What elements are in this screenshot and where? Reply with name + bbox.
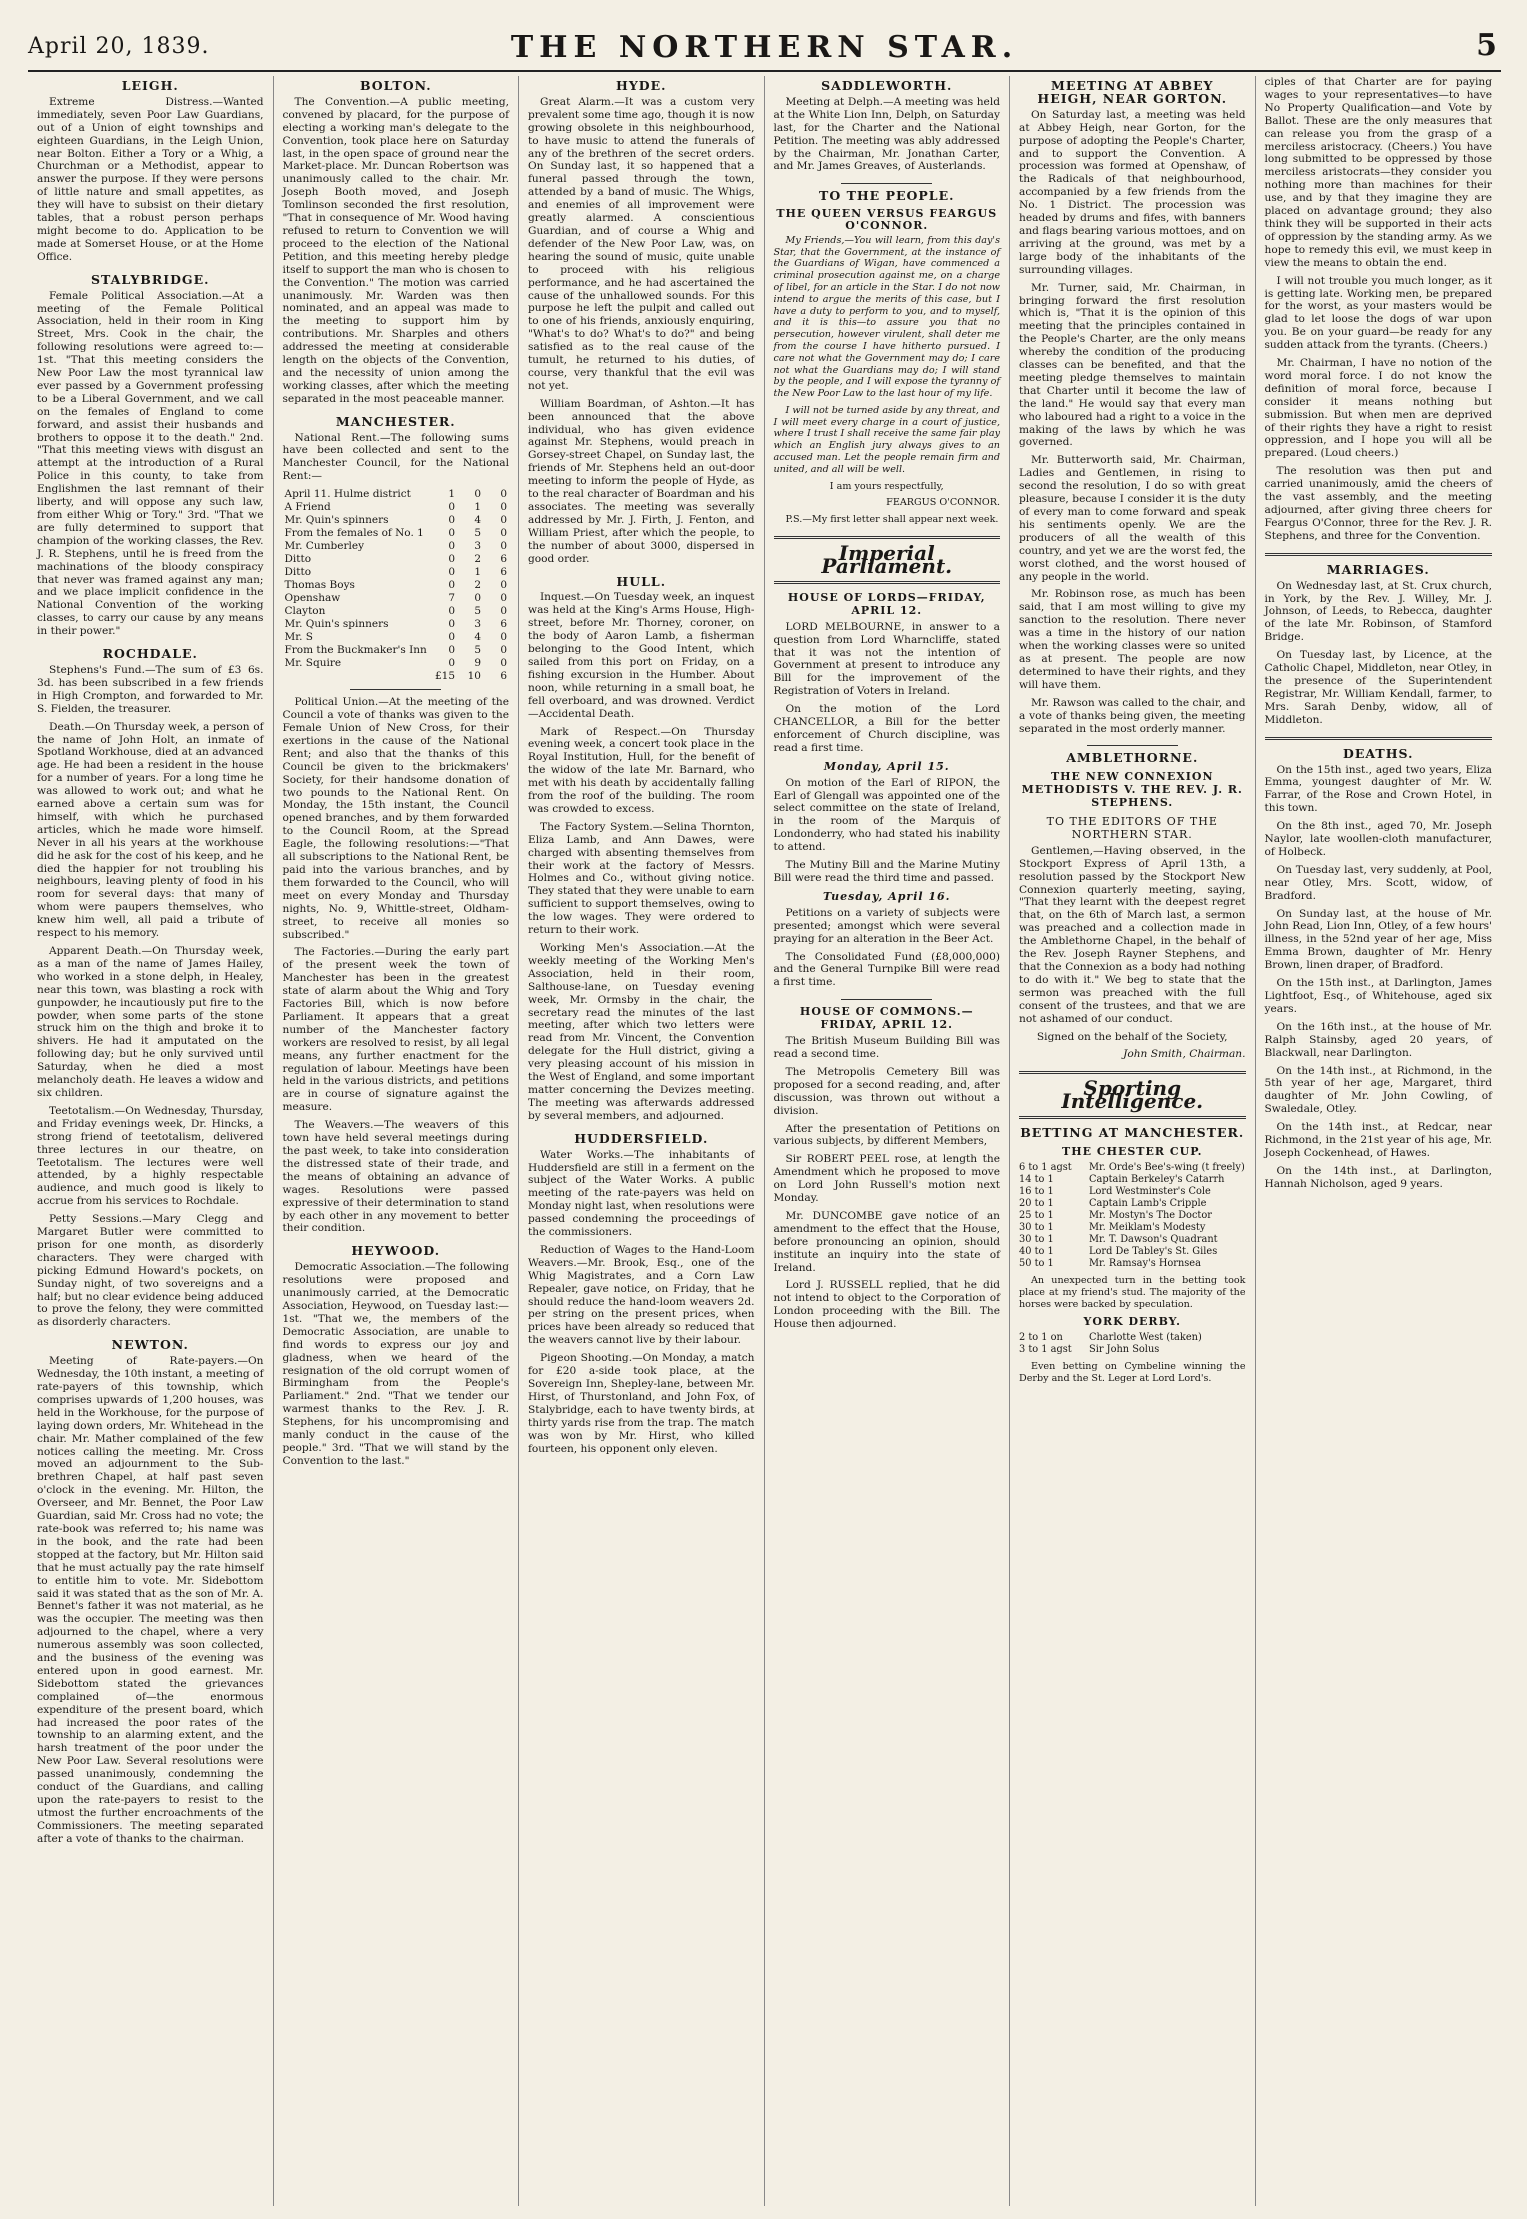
article-paragraph: Petty Sessions.—Mary Clegg and Margaret Butler were committed to prison for one month, as disorderly characters. They were charged with picking Edmund Howard's pockets, on Sunday night, of two sovereigns and a half; but no clear evidence being adduced to prove the felony, they were committed as disorderly characters. <box>37 1213 264 1329</box>
table-row <box>283 501 510 514</box>
table-cell-amount: 0 <box>448 605 455 618</box>
article-paragraph: The Factory System.—Selina Thornton, Eliza Lamb, and Ann Dawes, were charged with absenting themselves from their work at the factory of Messrs. Holmes and Co., without giving notice. They stated that they were unable to earn sufficient to support themselves, owing to the low wages. They were ordered to return to their work. <box>528 820 755 937</box>
betting-horse: Mr. Orde's Bee's-wing (t freely) <box>1089 1161 1245 1173</box>
table-cell-label: Mr. Cumberley <box>284 540 365 553</box>
article-bolton <box>283 80 510 406</box>
double-divider <box>774 581 1001 584</box>
table-cell-label <box>283 670 432 683</box>
marriages <box>1264 561 1493 727</box>
table-cell-amount: 0 <box>448 553 455 566</box>
article-hyde <box>528 80 755 566</box>
article-paragraph: Even betting on Cymbeline winning the Derby and the St. Leger at Lord Lord's. <box>1019 1361 1246 1385</box>
article-paragraph: Teetotalism.—On Wednesday, Thursday, and Friday evenings week, Dr. Hincks, a strong friend of teetotalism, delivered three lectures in our theatre, on Teetotalism. The lectures were well attended, by a highly respectable audience, and much good is likely to accrue from his services to Rochdale. <box>37 1104 264 1208</box>
article-continued <box>1265 76 1493 543</box>
article-paragraph: Mr. Turner, said, Mr. Chairman, in bringing forward the first resolution which is, "That it is the opinion of this meeting that the principles contained in the People's Charter, are the only means whereby the condition of the producing classes can be benefited, and that the meeting pledge themselves to maintain that Charter until it become the law of the land." He would say that every man who laboured had a right to a voice in the making of the laws by which he was governed. <box>1019 281 1246 449</box>
article-heading: MEETING AT ABBEY HEIGH, NEAR GORTON. <box>1037 78 1228 106</box>
article-paragraph: Mr. Chairman, I have no notion of the word moral force. I do not know the definition of moral force, because I consider it means nothing but submission. But when men are deprived of their rights they have a right to resist oppression, and I hope you will all be prepared. (Loud cheers.) <box>1264 357 1492 460</box>
table-total-row <box>283 670 510 683</box>
table-cell-label: Mr. Squire <box>284 657 342 670</box>
table-cell-amount: 7 <box>448 592 455 605</box>
article-subheading: YORK DERBY. <box>1083 1315 1181 1329</box>
table-cell-amount: 0 <box>448 657 455 670</box>
table-cell-amount: 0 <box>448 501 455 514</box>
table-cell-amount: 0 <box>500 540 507 553</box>
article-paragraph: On Tuesday last, by Licence, at the Catholic Chapel, Middleton, near Otley, in the presence of the Superintendent Registrar, Mr. William Kendall, farmer, to Mrs. Sarah Denby, widow, all of Middleton. <box>1264 649 1492 726</box>
list-item <box>1019 1332 1246 1344</box>
article-paragraph: Extreme Distress.—Wanted immediately, seven Poor Law Guardians, out of a Union of eight townships and eighteen Guardians, in the Leigh Union, near Bolton. Either a Tory or a Whig, a Churchman or a Methodist, appear to answer the purpose. If they were persons of little nature and small appetites, as they will have to subsist on their dietary tables, that a robust person perhaps might become to do. Application to be made at Somerset House, or at the Home Office. <box>37 95 264 263</box>
table-cell-label: Mr. Quin's spinners <box>284 514 389 527</box>
betting-horse: Mr. Mostyn's The Doctor <box>1089 1209 1212 1221</box>
article-paragraph: The Factories.—During the early part of the present week the town of Manchester has been in the greatest state of alarm about the Whig and Tory Factories Bill, which is now before Parliament. It appears that a great number of the Manchester factory workers are resolved to resist, by all legal means, any further enactment for the regulation of labour. Meetings have been held in the various districts, and petitions are in course of signature against the measure. <box>282 946 509 1114</box>
article-paragraph: Mr. Butterworth said, Mr. Chairman, Ladies and Gentlemen, in rising to second the resolution, I do so with great pleasure, because I consider it is the duty of every man to come forward and speak his sentiments openly. We are the producers of all the wealth of this country, and yet we are the worst fed, the worst clothed, and the worst housed of any people in the world. <box>1019 454 1246 583</box>
article-paragraph: On the motion of the Lord CHANCELLOR, a Bill for the better enforcement of Church discipline, was read a first time. <box>773 703 1000 754</box>
article-paragraph: The Convention.—A public meeting, convened by placard, for the purpose of electing a working man's delegate to the Convention, took place here on Saturday last, in the open space of ground near the Market-place. Mr. Duncan Robertson was unanimously called to the chair. Mr. Joseph Booth moved, and Joseph Tomlinson seconded the first resolution, "That in consequence of Mr. Wood having refused to return to Convention we will proceed to the election of the National Petition, and this meeting hereby pledge itself to support the man who is chosen to the Convention." The motion was carried unanimously. Mr. Warden was then nominated, and an appeal was made to the meeting to support him by contributions. Mr. Sharples and others addressed the meeting at considerable length on the objects of the Convention, and the necessity of union among the working classes, after which the meeting separated in the most peaceable manner. <box>282 95 509 405</box>
table-cell-label: Openshaw <box>284 592 341 605</box>
article-paragraph: On the 14th inst., at Richmond, in the 5th year of her age, Margaret, third daughter of Mr. John Cowling, of Swaledale, Otley. <box>1264 1064 1492 1116</box>
table-row <box>283 488 510 501</box>
article-paragraph: On the 14th inst., at Darlington, Hannah Nicholson, aged 9 years. <box>1264 1164 1492 1190</box>
table-cell-amount: 0 <box>500 488 507 501</box>
letter-signature: John Smith, Chairman. <box>1123 1048 1246 1061</box>
masthead <box>28 22 1501 72</box>
table-row <box>283 566 510 579</box>
section-title: Sporting Intelligence. <box>1061 1076 1204 1114</box>
column-5 <box>1010 76 1256 2206</box>
article-paragraph: ciples of that Charter are for paying wages to your representatives—to have No Property Qualification—and Vote by Ballot. These are the only measures that can release you from the grasp of a merciless aristocracy. (Cheers.) You have long submitted to be oppressed by those merciless aristocrats—they consider you nothing more than machines for their use, and by that they imagine they are placed on advantage ground; they also think they will be supported in their acts of oppression by the standing army. As we hope to remedy this evil, we must keep in view the means to obtain the end. <box>1264 76 1492 269</box>
article-paragraph: Female Political Association.—At a meeting of the Female Political Association, held in their room in King Street, Mrs. Cook in the chair, the following resolutions were agreed to:—1st. "That this meeting considers the New Poor Law the most tyrannical law ever passed by a Government professing to be a Liberal Government, and we call on the females of England to come forward, and assist their husbands and brothers to oppose it to the death." 2nd. "That this meeting views with disgust an attempt at the introduction of a Rural Police in this county, to take from Englishmen the last remnant of their liberty, and will oppose any such law, from either Whig or Tory." 3rd. "That we are fully determined to support that champion of the working classes, the Rev. J. R. Stephens, until he is freed from the machinations of the bloody conspiracy that never was framed against any man; and we place implicit confidence in the National Convention of the working classes, to carry our cause by any means in their power." <box>37 289 264 638</box>
article-paragraph: Meeting of Rate-payers.—On Wednesday, the 10th instant, a meeting of rate-payers of this township, which comprises upwards of 1,200 houses, was held in the Workhouse, for the purpose of laying down orders, Mr. Whitehead in the chair. Mr. Mather complained of the few notices calling the meeting. Mr. Cross moved an adjournment to the Sub-brethren Chapel, at half past seven o'clock in the evening. Mr. Hilton, the Overseer, and Mr. Bennet, the Poor Law Guardian, said Mr. Cross had no vote; the rate-book was referred to; his name was in the book, and the rate had been stopped at the factory, but Mr. Hilton said that he must actually pay the rate himself to entitle him to vote. Mr. Sidebottom said it was stated that as the son of Mr. A. Bennet's father it was not material, as he was the occupier. The meeting was then adjourned to the chapel, where a very numerous assembly was soon collected, and the business of the evening was entered upon in good earnest. Mr. Sidebottom stated the grievances complained of—the enormous expenditure of the present board, which had increased the poor rates of the township to an alarming extent, and the harsh treatment of the poor under the New Poor Law. Several resolutions were passed unanimously, condemning the conduct of the Guardians, and calling upon the rate-payers to resist to the utmost the further encroachments of the Commissioners. The meeting separated after a vote of thanks to the chairman. <box>37 1355 264 1845</box>
article-paragraph: On the 16th inst., at the house of Mr. Ralph Stainsby, aged 20 years, of Blackwall, near Darlington. <box>1264 1020 1492 1059</box>
article-paragraph: National Rent.—The following sums have been collected and sent to the Manchester Council, for the National Rent:— <box>282 431 509 483</box>
article-paragraph: Democratic Association.—The following resolutions were proposed and unanimously carried, at the Democratic Association, Heywood, on Tuesday last:—1st. "That we, the members of the Democratic Association, are unable to find words to express our joy and gladness, when we heard of the resignation of the old corrupt women of Birmingham from the People's Parliament." 2nd. "That we tender our warmest thanks to the Rev. J. R. Stephens, for his uncompromising and manly conduct in the cause of the people." 3rd. "That we will stand by the Convention to the last." <box>282 1261 509 1467</box>
deaths <box>1264 745 1493 1191</box>
table-cell-amount: 1 <box>474 501 481 514</box>
table-cell-amount: 6 <box>500 566 507 579</box>
table-row <box>283 657 510 670</box>
table-row <box>283 579 510 592</box>
double-divider <box>1019 1071 1246 1074</box>
betting-horse: Lord Westminster's Cole <box>1089 1185 1211 1197</box>
divider <box>841 999 932 1000</box>
table-cell-amount: 0 <box>500 644 507 657</box>
article-paragraph: Mr. DUNCOMBE gave notice of an amendment to the effect that the House, before pronouncing an opinion, should institute an inquiry into the state of Ireland. <box>773 1209 1000 1274</box>
table-cell-amount: 0 <box>500 501 507 514</box>
article-heading: HULL. <box>616 573 667 589</box>
betting-odds: 16 to 1 <box>1019 1185 1054 1197</box>
article-paragraph: The resolution was then put and carried unanimously, amid the cheers of the vast assembly, and the meeting adjourned, after giving three cheers for Feargus O'Connor, three for the Rev. J. R. Stephens, and three for the Convention. <box>1264 465 1492 542</box>
article-heading: NEWTON. <box>111 1337 189 1353</box>
date-subheading: Monday, April 15. <box>823 759 950 773</box>
article-paragraph: Inquest.—On Tuesday week, an inquest was held at the King's Arms House, High-street, before Mr. Thorney, coroner, on the body of Aaron Lamb, a fisherman belonging to the Good Intent, which sailed from this port on Friday, on a fishing excursion in the Humber. About noon, while returning in a small boat, he fell overboard, and was drowned. Verdict—Accidental Death. <box>528 591 755 720</box>
letter-signoff: I am yours respectfully, <box>829 480 944 492</box>
article-paragraph: I will not be turned aside by any threat, and I will meet every charge in a court of justice, where I trust I shall receive the same fair play which an English jury always gives to an accused man. Let the people remain firm and united, and all will be well. <box>773 404 1000 475</box>
article-paragraph: Political Union.—At the meeting of the Council a vote of thanks was given to the Female Union of New Cross, for their exertions in the cause of the National Rent; and also that the thanks of this Council be given to the brickmakers' Society, for their handsome donation of two pounds to the National Rent. On Monday, the 15th instant, the Council opened branches, and by them forwarded to the Council Room, at the Spread Eagle, the following resolutions:—"That all subscriptions to the National Rent, be paid into the various branches, and by them forwarded to the Council, who will meet on every Monday and Thursday nights, No. 9, Whittle-street, Oldham-street, to receive all monies so subscribed." <box>282 696 509 941</box>
betting-odds: 50 to 1 <box>1019 1257 1054 1269</box>
table-cell-amount: 10 <box>467 670 481 683</box>
table-cell-label: Clayton <box>284 605 326 618</box>
list-item <box>1019 1246 1246 1258</box>
betting-horse: Captain Berkeley's Catarrh <box>1089 1173 1225 1185</box>
table-cell-amount: 2 <box>474 579 481 592</box>
table-cell-amount: 4 <box>474 514 481 527</box>
article-subheading: THE CHESTER CUP. <box>1062 1145 1203 1159</box>
table-cell-amount: 0 <box>448 514 455 527</box>
article-heading: MANCHESTER. <box>335 413 456 429</box>
list-item <box>1019 1344 1246 1356</box>
article-paragraph: Stephens's Fund.—The sum of £3 6s. 3d. has been subscribed in a few friends in High Crompton, and forwarded to Mr. S. Fielden, the treasurer. <box>37 663 264 715</box>
list-item <box>1019 1186 1246 1198</box>
betting-odds: 6 to 1 agst <box>1019 1161 1072 1173</box>
table-row <box>283 631 510 644</box>
table-cell-amount: 0 <box>500 527 507 540</box>
table-row <box>283 644 510 657</box>
article-heading: HYDE. <box>616 78 667 93</box>
table-cell-amount: 5 <box>474 644 481 657</box>
table-cell-amount: 6 <box>500 618 507 631</box>
article-rochdale <box>37 648 264 1329</box>
table-row <box>283 605 510 618</box>
article-newton <box>37 1339 264 1845</box>
betting-horse: Captain Lamb's Cripple <box>1089 1197 1207 1209</box>
article-paragraph: On Saturday last, a meeting was held at Abbey Heigh, near Gorton, for the purpose of adopting the People's Charter, and to support the Convention. A procession was formed at Openshaw, of the Radicals of that neighbourhood, accompanied by a few friends from the No. 1 District. The procession was headed by drums and fifes, with banners and flags bearing various mottoes, and on arriving at the ground, was met by a large body of the inhabitants of the surrounding villages. <box>1019 108 1246 276</box>
article-paragraph: Petitions on a variety of subjects were presented; amongst which were several praying for an alteration in the Beer Act. <box>773 906 1000 945</box>
table-cell-amount: 3 <box>474 618 481 631</box>
table-row <box>283 553 510 566</box>
table-cell-amount: 0 <box>474 592 481 605</box>
list-item <box>1019 1210 1246 1222</box>
article-paragraph: On Tuesday last, very suddenly, at Pool, near Otley, Mrs. Scott, widow, of Bradford. <box>1264 863 1492 902</box>
double-divider <box>1019 1116 1246 1119</box>
double-divider <box>1265 737 1493 740</box>
table-cell-amount: 2 <box>474 553 481 566</box>
table-cell-amount: 0 <box>448 631 455 644</box>
article-paragraph: Lord J. RUSSELL replied, that he did not intend to object to the Corporation of London proceeding with the Bill. The House then adjourned. <box>773 1279 1000 1331</box>
article-subheading: HOUSE OF COMMONS.—FRIDAY, APRIL 12. <box>799 1005 974 1032</box>
article-heading: MARRIAGES. <box>1326 561 1430 577</box>
table-cell-amount: 0 <box>500 579 507 592</box>
article-paragraph: Mark of Respect.—On Thursday evening week, a concert took place in the Royal Institution, Hull, for the benefit of the widow of the late Mr. Barnard, who met with his death by accidentally falling from the roof of the building. The room was crowded to excess. <box>528 725 755 815</box>
betting-odds: 14 to 1 <box>1019 1173 1054 1185</box>
article-paragraph: On motion of the Earl of RIPON, the Earl of Glengall was appointed one of the select committee on the state of Ireland, in the room of the Marquis of Londonderry, who had stated his inability to attend. <box>773 776 1000 854</box>
article-heading: ROCHDALE. <box>102 646 198 662</box>
double-divider <box>774 536 1001 539</box>
table-cell-label: From the females of No. 1 <box>284 527 424 540</box>
table-row <box>283 540 510 553</box>
table-cell-label: From the Buckmaker's Inn <box>284 644 427 657</box>
article-subheading: THE NEW CONNEXION METHODISTS V. THE REV. J. R. STEPHENS. <box>1021 770 1243 810</box>
table-cell-label: Mr. Quin's spinners <box>284 618 389 631</box>
betting-odds: 40 to 1 <box>1019 1245 1054 1257</box>
article-stalybridge <box>37 271 264 638</box>
table-cell-amount: 0 <box>448 618 455 631</box>
table-cell-amount: 5 <box>474 605 481 618</box>
letter-signoff: Signed on the behalf of the Society, <box>1036 1030 1228 1043</box>
table-row <box>283 514 510 527</box>
betting-odds: 20 to 1 <box>1019 1197 1054 1209</box>
betting-list <box>1019 1332 1246 1356</box>
article-paragraph: Pigeon Shooting.—On Monday, a match for £20 a-side took place, at the Sovereign Inn, Shepley-lane, between Mr. Hirst, of Thurstonland, and John Fox, of Stalybridge, each to have twenty birds, at thirty yards rise from the trap. The match was won by Mr. Hirst, who killed fourteen, his opponent only eleven. <box>528 1352 755 1455</box>
article-heading: SADDLEWORTH. <box>821 78 953 93</box>
article-subheading: THE QUEEN VERSUS FEARGUS O'CONNOR. <box>776 207 998 232</box>
table-cell-label: Mr. S <box>284 631 313 644</box>
list-item <box>1019 1222 1246 1234</box>
letter-signature: FEARGUS O'CONNOR. <box>886 497 1000 509</box>
column-4 <box>765 76 1011 2206</box>
article-paragraph: The Weavers.—The weavers of this town have held several meetings during the past week, to take into consideration the distressed state of their trade, and the means of obtaining an advance of wages. Resolutions were passed expressive of their determination to stand by each other in any movement to better their condition. <box>282 1119 509 1235</box>
article-paragraph: Great Alarm.—It was a custom very prevalent some time ago, though it is now growing obsolete in this neighbourhood, to have music to attend the funerals of any of the brethren of the secret orders. On Sunday last, it so happened that a funeral passed through the town, attended by a band of music. The Whigs, and enemies of all improvement were greatly alarmed. A conscientious Guardian, and of course a Whig and defender of the New Poor Law, was, on hearing the sound of music, quite unable to proceed with his religious performance, and he had ascertained the cause of the unhallowed sounds. For this purpose he left the pulpit and called out to one of his friends, anxiously enquiring, "What's to do? What's to do?" and being satisfied as to the real cause of the tumult, he returned to his duties, of course, very thankful that the evil was not yet. <box>528 95 755 392</box>
article-amblethorne <box>1019 752 1246 1061</box>
divider <box>350 689 441 690</box>
betting-manchester <box>1019 1127 1246 1385</box>
article-paragraph: The Metropolis Cemetery Bill was proposed for a second reading, and, after discussion, was thrown out without a division. <box>773 1065 1000 1117</box>
article-heading: STALYBRIDGE. <box>91 271 210 287</box>
column-2 <box>274 76 520 2206</box>
article-huddersfield <box>528 1130 755 1456</box>
list-item <box>1019 1258 1246 1270</box>
table-cell-amount: 0 <box>500 605 507 618</box>
section-title: Imperial Parliament. <box>821 541 953 578</box>
article-heading: LEIGH. <box>121 78 179 93</box>
article-paragraph: On the 15th inst., aged two years, Eliza Emma, youngest daughter of Mr. W. Farrar, of the Rose and Crown Hotel, in this town. <box>1264 763 1492 815</box>
table-cell-amount: 1 <box>474 566 481 579</box>
letter-to-the-people <box>774 190 1001 526</box>
article-paragraph: On Sunday last, at the house of Mr. John Read, Lion Inn, Otley, of a few hours' illness, in the 52nd year of her age, Miss Emma Brown, daughter of Mr. Henry Brown, linen draper, of Bradford. <box>1264 907 1492 972</box>
page-number: 5 <box>1476 28 1497 63</box>
betting-odds: 30 to 1 <box>1019 1221 1054 1233</box>
article-paragraph: Gentlemen,—Having observed, in the Stockport Express of April 13th, a resolution passed by the Stockport New Connexion quarterly meeting, saying, "That they learnt with the deepest regret that, on the 6th of March last, a sermon was preached and a collection made in the Amblethorne Chapel, in the behalf of the Rev. Joseph Rayner Stephens, and that the Connexion as a body had nothing to do with it." We beg to state that the sermon was preached with the full consent of the trustees, and that we are not ashamed of our conduct. <box>1019 844 1246 1025</box>
table-cell-amount: 0 <box>448 579 455 592</box>
table-cell-amount: 0 <box>474 488 481 501</box>
table-cell-label: Ditto <box>284 553 312 566</box>
list-item <box>1019 1162 1246 1174</box>
table-cell-amount: 0 <box>448 527 455 540</box>
article-paragraph: My Friends,—You will learn, from this day's Star, that the Government, at the instance of the Guardians of Wigan, have commenced a criminal prosecution against me, on a charge of libel, for an article in the Star. I do not now intend to argue the merits of this case, but I have a duty to perform to you, and to myself, and it is this—to assure you that no persecution, however virulent, shall deter me from the course I have hitherto pursued. I care not what the Government may do; I care not what the Guardians may do; I will stand by the people, and I will expose the tyranny of the New Poor Law to the last hour of my life. <box>773 234 1000 400</box>
article-leigh <box>37 80 264 264</box>
article-manchester <box>282 413 510 1236</box>
betting-odds: 2 to 1 on <box>1019 1332 1063 1344</box>
letter-address: TO THE EDITORS OF THE NORTHERN STAR. <box>1046 815 1218 841</box>
article-heading: HUDDERSFIELD. <box>574 1130 709 1146</box>
article-heading: HEYWOOD. <box>351 1243 441 1259</box>
table-cell-amount: 0 <box>448 644 455 657</box>
betting-horse: Lord De Tabley's St. Giles <box>1089 1245 1218 1257</box>
table-cell-amount: 0 <box>500 514 507 527</box>
article-paragraph: The Consolidated Fund (£8,000,000) and the General Turnpike Bill were read a first time. <box>773 950 1000 989</box>
table-cell-amount: 6 <box>500 670 507 683</box>
table-cell-amount: 9 <box>474 657 481 670</box>
article-heading: BETTING AT MANCHESTER. <box>1020 1125 1245 1141</box>
columns <box>28 76 1501 2206</box>
article-paragraph: The British Museum Building Bill was read a second time. <box>773 1035 1000 1060</box>
article-heading: DEATHS. <box>1343 745 1414 761</box>
betting-horse: Sir John Solus <box>1089 1344 1160 1356</box>
betting-horse: Charlotte West (taken) <box>1089 1332 1202 1344</box>
subscription-table <box>283 488 510 683</box>
betting-odds: 25 to 1 <box>1019 1209 1054 1221</box>
list-item <box>1019 1198 1246 1210</box>
article-paragraph: Apparent Death.—On Thursday week, as a man of the name of James Hailey, who worked in a stone delph, in Healey, near this town, was blasting a rock with gunpowder, he incautiously put fire to the powder, when some parts of the stone struck him on the thigh and broke it to shivers. He had it amputated on the following day; but he only survived until Saturday, when he died a most melancholy death. He leaves a widow and six children. <box>37 945 264 1099</box>
article-paragraph: Reduction of Wages to the Hand-Loom Weavers.—Mr. Brook, Esq., one of the Whig Magistrates, and a Corn Law Repealer, gave notice, on Friday, that he should reduce the hand-loom weavers 2d. per string on the present prices, when prices have been already so reduced that the weavers cannot live by their labour. <box>528 1243 755 1347</box>
betting-odds: 3 to 1 agst <box>1019 1344 1072 1356</box>
betting-horse: Mr. Meiklam's Modesty <box>1089 1221 1206 1233</box>
article-paragraph: On the 15th inst., at Darlington, James Lightfoot, Esq., of Whitehouse, aged six years. <box>1264 977 1492 1015</box>
table-cell-amount: 0 <box>448 566 455 579</box>
divider <box>1087 745 1178 746</box>
article-hull <box>528 573 755 1123</box>
betting-horse: Mr. T. Dawson's Quadrant <box>1089 1233 1218 1245</box>
article-paragraph: After the presentation of Petitions on various subjects, by different Members, <box>773 1122 1000 1148</box>
column-1 <box>28 76 274 2206</box>
article-paragraph: I will not trouble you much longer, as it is getting late. Working men, be prepared for the worst, as your masters would be glad to let loose the dogs of war upon you. Be on your guard—be ready for any sudden attack from the tyrants. (Cheers.) <box>1264 274 1492 352</box>
article-subheading: HOUSE OF LORDS—FRIDAY, APRIL 12. <box>787 590 986 617</box>
article-paragraph: The Mutiny Bill and the Marine Mutiny Bill were read the third time and passed. <box>773 859 1000 884</box>
table-row <box>283 618 510 631</box>
double-divider <box>1265 553 1493 556</box>
newspaper-title: THE NORTHERN STAR. <box>510 30 1019 65</box>
list-item <box>1019 1174 1246 1186</box>
table-cell-amount: 3 <box>474 540 481 553</box>
table-cell-amount: 4 <box>474 631 481 644</box>
article-paragraph: On Wednesday last, at St. Crux church, in York, by the Rev. J. Willey, Mr. J. Johnson, of Leeds, to Rebecca, daughter of the late Mr. Robinson, of Stamford Bridge. <box>1264 579 1492 644</box>
table-cell-label: A Friend <box>284 501 331 514</box>
article-paragraph: Working Men's Association.—At the weekly meeting of the Working Men's Association, held in their room, Salthouse-lane, on Tuesday evening week, Mr. Ormsby in the chair, the secretary read the minutes of the last meeting, after which two letters were read from Mr. Vincent, the Convention delegate for the Hull district, giving a very pleasing account of his mission in the West of England, and some important matter concerning the Devizes meeting. The meeting was afterwards addressed by several members, and adjourned. <box>528 942 755 1122</box>
article-paragraph: On the 14th inst., at Redcar, near Richmond, in the 21st year of his age, Mr. Joseph Cockenhead, of Hawes. <box>1264 1121 1492 1159</box>
article-heading: TO THE PEOPLE. <box>819 188 955 204</box>
article-paragraph: William Boardman, of Ashton.—It has been announced that the above individual, who has given evidence against Mr. Stephens, would preach in Gorsey-street Chapel, on Sunday last, the friends of Mr. Stephens held an out-door meeting to inform the people of Hyde, as to the real character of Boardman and his associates. The meeting was severally addressed by Mr. J. Firth, J. Fenton, and William Priest, after which the people, to the number of about 3000, dispersed in good order. <box>528 397 755 565</box>
article-paragraph: Mr. Robinson rose, as much has been said, that I am most willing to give my sanction to the resolution. There never was a time in the history of our nation when the working classes were so united as at present. The people are now determined to have their rights, and they will have them. <box>1019 588 1246 691</box>
table-cell-amount: 1 <box>448 488 455 501</box>
column-3 <box>519 76 765 2206</box>
article-paragraph: Sir ROBERT PEEL rose, at length the Amendment which he proposed to move on Lord John Russell's motion next Monday. <box>773 1153 1000 1205</box>
table-row <box>283 592 510 605</box>
table-cell-amount: 0 <box>448 540 455 553</box>
letter-postscript: P.S.—My first letter shall appear next week. <box>785 514 999 526</box>
betting-odds: 30 to 1 <box>1019 1233 1054 1245</box>
house-of-commons <box>774 1006 1001 1331</box>
article-paragraph: Water Works.—The inhabitants of Huddersfield are still in a ferment on the subject of the Water Works. A public meeting of the rate-payers was held on Monday night last, when resolutions were passed condemning the proceedings of the commissioners. <box>528 1148 755 1239</box>
table-cell-label: April 11. Hulme district <box>284 488 411 501</box>
article-paragraph: Mr. Rawson was called to the chair, and a vote of thanks being given, the meeting separated in the most orderly manner. <box>1019 696 1246 735</box>
house-of-lords <box>774 592 1001 989</box>
table-cell-amount: 0 <box>500 657 507 670</box>
list-item <box>1019 1234 1246 1246</box>
table-cell-amount: 0 <box>500 592 507 605</box>
article-paragraph: Meeting at Delph.—A meeting was held at the White Lion Inn, Delph, on Saturday last, for the Charter and the National Petition. The meeting was ably addressed by the Chairman, Mr. Jonathan Carter, and Mr. James Greaves, of Austerlands. <box>773 95 1000 173</box>
article-heading: BOLTON. <box>359 78 432 93</box>
table-cell-amount: £15 <box>434 670 455 683</box>
table-cell-amount: 0 <box>500 631 507 644</box>
table-cell-amount: 5 <box>474 527 481 540</box>
article-paragraph: An unexpected turn in the betting took place at my friend's stud. The majority of the horses were backed by speculation. <box>1019 1274 1246 1310</box>
article-saddleworth <box>774 80 1001 173</box>
article-heywood <box>283 1245 510 1467</box>
table-row <box>283 527 510 540</box>
article-paragraph: On the 8th inst., aged 70, Mr. Joseph Naylor, late woollen-cloth manufacturer, of Holbeck. <box>1264 820 1492 858</box>
article-paragraph: Death.—On Thursday week, a person of the name of John Holt, an inmate of Spotland Workhouse, died at an advanced age. He had been a resident in the house for a number of years. For a long time he was allowed to work out; and what he earned above a certain sum was for himself, with which he purchased articles, which he made wore himself. Never in all his years at the workhouse did he ask for the cost of his keep, and he died the happier for not troubling his neighbours, leaving plenty of food in his room for several days: that many of whom were paupers themselves, who knew him well, all paid a tribute of respect to his memory. <box>37 720 264 940</box>
betting-list <box>1019 1162 1246 1270</box>
betting-horse: Mr. Ramsay's Hornsea <box>1089 1257 1201 1269</box>
table-cell-label: Ditto <box>284 566 312 579</box>
column-6 <box>1256 76 1502 2206</box>
article-paragraph: LORD MELBOURNE, in answer to a question from Lord Wharncliffe, stated that it was not the intention of Government at present to introduce any Bill for the improvement of the Registration of Voters in Ireland. <box>773 620 1000 698</box>
article-heading: AMBLETHORNE. <box>1066 750 1199 766</box>
table-cell-label: Thomas Boys <box>284 579 355 592</box>
table-cell-amount: 6 <box>500 553 507 566</box>
issue-date: April 20, 1839. <box>28 34 210 59</box>
divider <box>841 183 932 184</box>
date-subheading: Tuesday, April 16. <box>822 889 951 903</box>
article-abbey-heigh <box>1019 80 1246 735</box>
